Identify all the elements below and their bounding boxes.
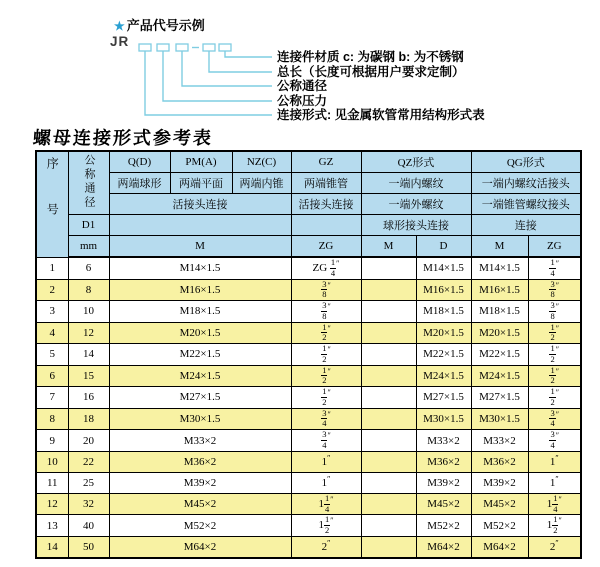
cell-qg-zg: $\frac{1}{2}$ ″ [528,344,581,366]
wire-to-length [209,51,272,72]
cell-qg-m: M64×2 [471,536,528,558]
cell-qz-m [361,279,416,301]
cell-dn: 15 [68,365,109,387]
cell-qz-m [361,365,416,387]
cell-qg-zg: $\frac{1}{2}$ ″ [528,365,581,387]
diagram-title-text: 产品代号示例 [126,18,205,33]
cell-qg-m: M18×1.5 [471,301,528,323]
header-m: M [109,236,291,258]
label-pressure: 公称压力 [277,94,328,108]
cell-dn: 12 [68,322,109,344]
cell-qg-zg: 2″ [528,536,581,558]
cell-m: M18×1.5 [109,301,291,323]
header-qg-m: M [471,236,528,258]
header-blank-gz [291,215,361,236]
cell-qz-m [361,515,416,537]
table-row [36,430,581,452]
table-header [36,151,581,257]
cell-qg-zg: $\frac{3}{4}$ ″ [528,430,581,452]
cell-dn: 16 [68,387,109,409]
cell-qg-m: M20×1.5 [471,322,528,344]
header-d1: D1 [68,215,109,236]
cell-dn: 32 [68,493,109,515]
cell-qg-m: M27×1.5 [471,387,528,409]
wire-to-material [225,51,272,57]
header-qg-zg: ZG [528,236,581,258]
table-row [36,493,581,515]
table-body [36,257,581,558]
cell-dn: 40 [68,515,109,537]
header-gz-union: 活接头连接 [291,194,361,215]
header-dn: 公称通径 [68,151,109,215]
cell-qg-zg: $\frac{1}{4}$ ″ [528,257,581,279]
cell-gz: 1 $\frac{1}{2}$ ″ [291,515,361,537]
cell-qz-m [361,344,416,366]
cell-dn: 25 [68,472,109,493]
cell-qg-m: M39×2 [471,472,528,493]
table-row [36,365,581,387]
cell-m: M64×2 [109,536,291,558]
cell-no: 1 [36,257,68,279]
cell-m: M45×2 [109,493,291,515]
header-blank-left [109,215,291,236]
cell-qz-m [361,472,416,493]
cell-dn: 8 [68,279,109,301]
cell-m: M22×1.5 [109,344,291,366]
header-mm: mm [68,236,109,258]
cell-qz-d: M18×1.5 [416,301,471,323]
cell-gz: $\frac{3}{4}$ ″ [291,408,361,430]
cell-no: 10 [36,451,68,472]
cell-dn: 22 [68,451,109,472]
cell-qg-zg: 1″ [528,472,581,493]
header-qg: QG形式 [471,151,581,173]
cell-m: M14×1.5 [109,257,291,279]
cell-gz: 1″ [291,451,361,472]
cell-gz: 1″ [291,472,361,493]
header-pm-desc: 两端平面 [170,173,232,194]
header-qg-desc: 一端内螺纹活接头 [471,173,581,194]
cell-no: 6 [36,365,68,387]
table-row [36,344,581,366]
cell-gz: $\frac{3}{8}$ ″ [291,279,361,301]
header-qz-ext: 一端外螺纹 [361,194,471,215]
cell-qg-m: M52×2 [471,515,528,537]
cell-qz-d: M64×2 [416,536,471,558]
cell-qg-zg: $\frac{3}{4}$ ″ [528,408,581,430]
label-material: 连接件材质 c: 为碳钢 b: 为不锈钢 [277,50,464,64]
label-form: 连接形式: 见金属软管常用结构形式表 [277,108,485,122]
cell-no: 5 [36,344,68,366]
label-length: 总长（长度可根据用户要求定制） [277,65,465,79]
cell-qz-m [361,301,416,323]
cell-gz: 2″ [291,536,361,558]
cell-qg-zg: $\frac{1}{2}$ ″ [528,322,581,344]
cell-qg-m: M24×1.5 [471,365,528,387]
cell-qz-d: M39×2 [416,472,471,493]
cell-qz-m [361,387,416,409]
table-row [36,408,581,430]
cell-m: M27×1.5 [109,387,291,409]
code-box-5 [219,44,231,51]
cell-no: 13 [36,515,68,537]
cell-dn: 14 [68,344,109,366]
cell-m: M36×2 [109,451,291,472]
cell-qz-d: M30×1.5 [416,408,471,430]
cell-qg-zg: 1″ [528,451,581,472]
cell-no: 12 [36,493,68,515]
cell-no: 8 [36,408,68,430]
cell-qz-d: M16×1.5 [416,279,471,301]
header-pm: PM(A) [170,151,232,173]
header-gz: GZ [291,151,361,173]
header-qz-d: D [416,236,471,258]
header-qz-desc: 一端内螺纹 [361,173,471,194]
code-box-1 [139,44,151,51]
code-box-3 [176,44,188,51]
cell-qg-m: M16×1.5 [471,279,528,301]
cell-qg-m: M33×2 [471,430,528,452]
cell-gz: $\frac{1}{2}$ ″ [291,322,361,344]
header-gz-desc: 两端锥管 [291,173,361,194]
header-zg: ZG [291,236,361,258]
code-box-4 [203,44,215,51]
header-nz: NZ(C) [232,151,291,173]
table-row [36,387,581,409]
cell-qz-m [361,451,416,472]
cell-qz-d: M24×1.5 [416,365,471,387]
cell-dn: 10 [68,301,109,323]
header-qz-m: M [361,236,416,258]
cell-gz: $\frac{1}{2}$ ″ [291,365,361,387]
cell-m: M52×2 [109,515,291,537]
wire-to-pressure [163,51,272,101]
cell-qz-d: M22×1.5 [416,344,471,366]
table-row [36,515,581,537]
cell-qg-zg: 1 $\frac{1}{4}$ ″ [528,493,581,515]
cell-m: M30×1.5 [109,408,291,430]
cell-qz-d: M45×2 [416,493,471,515]
cell-m: M39×2 [109,472,291,493]
cell-qg-zg: $\frac{3}{8}$ ″ [528,279,581,301]
header-q: Q(D) [109,151,170,173]
cell-dn: 18 [68,408,109,430]
header-qz-ball: 球形接头连接 [361,215,471,236]
header-qz: QZ形式 [361,151,471,173]
cell-no: 11 [36,472,68,493]
table-row [36,301,581,323]
cell-gz: $\frac{1}{2}$ ″ [291,344,361,366]
cell-gz: ZG $\frac{1}{4}$ ″ [291,257,361,279]
cell-qz-m [361,408,416,430]
cell-m: M20×1.5 [109,322,291,344]
cell-dn: 50 [68,536,109,558]
cell-qg-zg: 1 $\frac{1}{2}$ ″ [528,515,581,537]
cell-qz-d: M27×1.5 [416,387,471,409]
cell-qz-d: M33×2 [416,430,471,452]
cell-qg-m: M45×2 [471,493,528,515]
code-prefix: JR [110,34,130,49]
cell-qg-m: M22×1.5 [471,344,528,366]
cell-no: 2 [36,279,68,301]
cell-qg-zg: $\frac{3}{8}$ ″ [528,301,581,323]
header-nz-desc: 两端内锥 [232,173,291,194]
cell-gz: 1 $\frac{1}{4}$ ″ [291,493,361,515]
cell-gz: $\frac{3}{8}$ ″ [291,301,361,323]
label-diameter: 公称通径 [277,79,328,93]
cell-dn: 20 [68,430,109,452]
table-row [36,451,581,472]
header-union-conn: 活接头连接 [109,194,291,215]
cell-qg-m: M30×1.5 [471,408,528,430]
header-q-desc: 两端球形 [109,173,170,194]
cell-qz-d: M20×1.5 [416,322,471,344]
cell-qg-m: M14×1.5 [471,257,528,279]
table-row [36,536,581,558]
cell-no: 4 [36,322,68,344]
cell-qz-m [361,536,416,558]
cell-qz-d: M36×2 [416,451,471,472]
cell-no: 7 [36,387,68,409]
cell-dn: 6 [68,257,109,279]
cell-m: M16×1.5 [109,279,291,301]
table-row [36,322,581,344]
wire-to-diameter [182,51,272,86]
star-icon: ★ [114,19,125,33]
cell-m: M24×1.5 [109,365,291,387]
cell-qz-m [361,322,416,344]
cell-qg-zg: $\frac{1}{2}$ ″ [528,387,581,409]
table-row [36,257,581,279]
table-title: 螺母连接形式参考表 [32,128,214,149]
cell-no: 3 [36,301,68,323]
cell-qz-m [361,430,416,452]
cell-gz: $\frac{3}{4}$ ″ [291,430,361,452]
cell-gz: $\frac{1}{2}$ ″ [291,387,361,409]
code-box-2 [157,44,169,51]
table-row [36,279,581,301]
table-row [36,472,581,493]
cell-qz-d: M14×1.5 [416,257,471,279]
cell-m: M33×2 [109,430,291,452]
cell-qz-d: M52×2 [416,515,471,537]
header-qg-taper: 一端锥管螺纹接头 [471,194,581,215]
reference-table [35,150,582,559]
header-qg-conn: 连接 [471,215,581,236]
cell-qz-m [361,493,416,515]
cell-no: 14 [36,536,68,558]
cell-no: 9 [36,430,68,452]
cell-qg-m: M36×2 [471,451,528,472]
cell-qz-m [361,257,416,279]
header-seq: 序号 [36,151,68,257]
